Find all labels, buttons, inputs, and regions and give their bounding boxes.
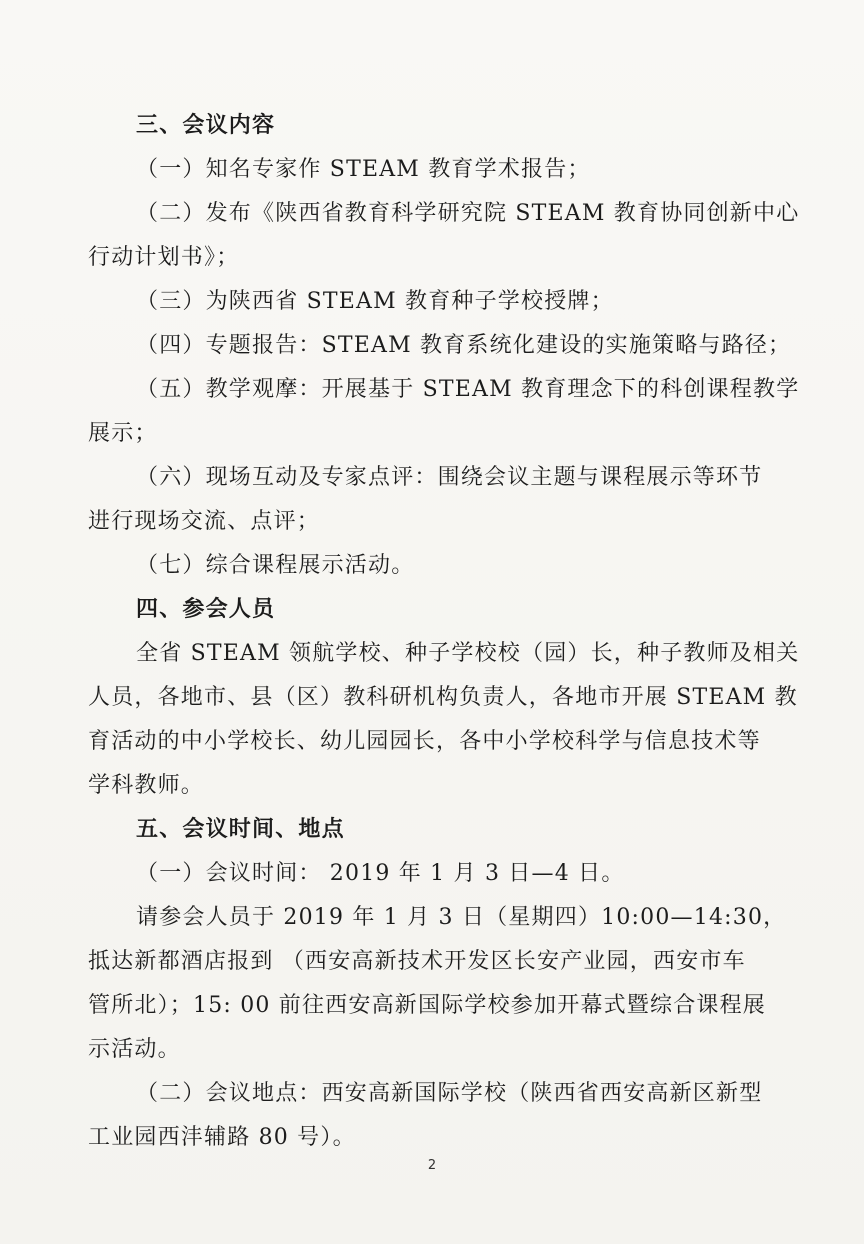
section-4-heading: 四、参会人员 <box>136 597 276 622</box>
section-3-item-2: （二）发布《陕西省教育科学研究院 STEAM 教育协同创新中心 <box>136 201 800 226</box>
arrival-line-3: 管所北）；15: 00 前往西安高新国际学校参加开幕式暨综合课程展 <box>88 993 766 1018</box>
section-3-item-6: （六）现场互动及专家点评：围绕会议主题与课程展示等环节 <box>136 465 763 490</box>
arrival-line-1: 请参会人员于 2019 年 1 月 3 日（星期四）10:00—14:30， <box>136 905 787 930</box>
section-3-item-6-cont: 进行现场交流、点评； <box>88 509 321 534</box>
section-3-item-3: （三）为陕西省 STEAM 教育种子学校授牌； <box>136 289 614 314</box>
section-3-item-5: （五）教学观摩：开展基于 STEAM 教育理念下的科创课程教学 <box>136 377 800 402</box>
section-3-item-7: （七）综合课程展示活动。 <box>136 553 415 578</box>
venue-line-2: 工业园西沣辅路 80 号）。 <box>88 1125 356 1150</box>
venue-line-1: （二）会议地点：西安高新国际学校（陕西省西安高新区新型 <box>136 1081 763 1106</box>
section-3-item-2-cont: 行动计划书》； <box>88 245 240 270</box>
section-3-heading: 三、会议内容 <box>136 113 276 138</box>
page-number: 2 <box>427 1158 437 1173</box>
arrival-line-4: 示活动。 <box>88 1037 181 1062</box>
section-3-item-5-cont: 展示； <box>88 421 158 446</box>
section-4-line-2: 人员，各地市、县（区）教科研机构负责人，各地市开展 STEAM 教 <box>88 685 798 710</box>
arrival-line-2: 抵达新都酒店报到 （西安高新技术开发区长安产业园，西安市车 <box>88 949 746 974</box>
section-3-item-4: （四）专题报告：STEAM 教育系统化建设的实施策略与路径； <box>136 333 792 358</box>
section-4-line-4: 学科教师。 <box>88 773 205 798</box>
section-3-item-1: （一）知名专家作 STEAM 教育学术报告； <box>136 157 591 182</box>
section-4-line-1: 全省 STEAM 领航学校、种子学校校（园）长，种子教师及相关 <box>136 641 800 666</box>
section-5-heading: 五、会议时间、地点 <box>136 817 345 842</box>
meeting-time: （一）会议时间： 2019 年 1 月 3 日—4 日。 <box>136 861 625 886</box>
document-body <box>88 104 800 1160</box>
section-4-line-3: 育活动的中小学校长、幼儿园园长，各中小学校科学与信息技术等 <box>88 729 761 754</box>
